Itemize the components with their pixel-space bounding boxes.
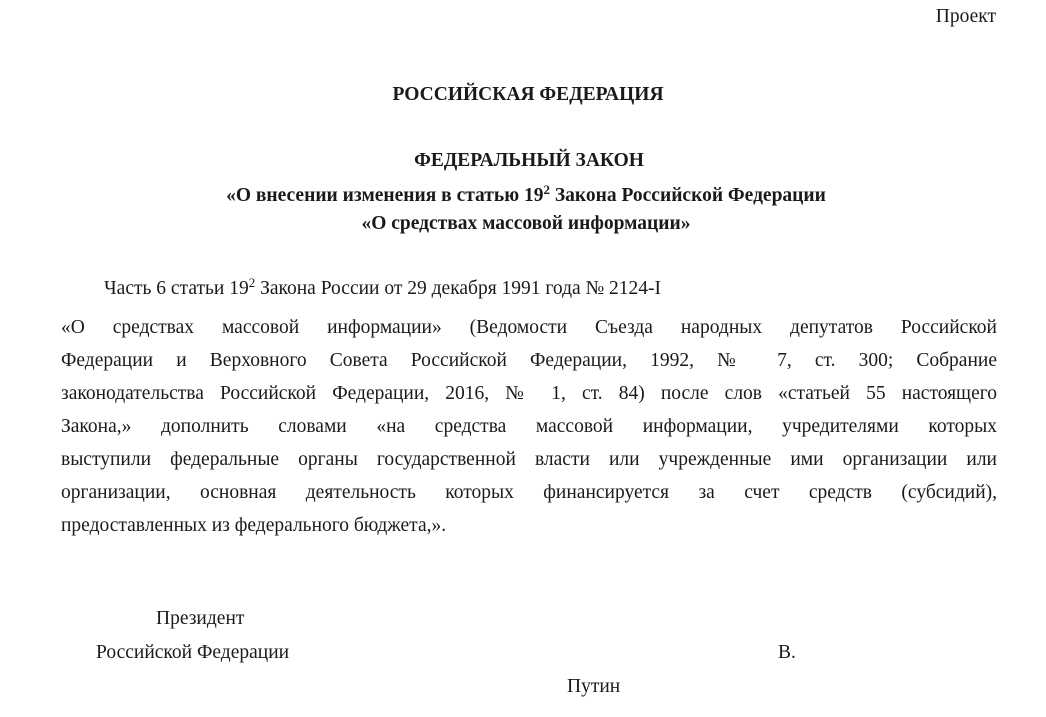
body-line: законодательства Российской Федерации, 2016, № 1, ст. 84) после слов «статьей 55 настоящего (61, 383, 997, 404)
law-type-heading: ФЕДЕРАЛЬНЫЙ ЗАКОН (414, 150, 644, 171)
body-line: Закона,» дополнить словами «на средства массовой информации, учредителями которых (61, 416, 997, 437)
body-paragraph (61, 311, 997, 542)
body-line: организации, основная деятельность которых финансируется за счет средств (субсидий), (61, 482, 997, 503)
signatory-surname: Путин (567, 676, 621, 697)
body-first-line-superscript: 2 (248, 275, 256, 290)
signatory-position-line-2: Российской Федерации (96, 642, 290, 663)
law-title-part-2: Закона Российской Федерации (549, 185, 826, 206)
law-title-part-1: «О внесении изменения в статью 19 (226, 185, 544, 206)
law-title-line-1 (0, 182, 1046, 210)
law-title-superscript: 2 (543, 182, 550, 197)
body-first-line-a: Часть 6 статьи 19 (104, 278, 249, 299)
law-title (0, 182, 1046, 238)
body-line: «О средствах массовой информации» (Ведомости Съезда народных депутатов Российской (61, 317, 997, 338)
signatory-position-line-1: Президент (156, 608, 245, 629)
body-line: предоставленных из федерального бюджета,». (61, 515, 447, 536)
country-heading: РОССИЙСКАЯ ФЕДЕРАЦИЯ (392, 84, 664, 105)
body-line: Федерации и Верховного Совета Российской Федерации, 1992, № 7, ст. 300; Собрание (61, 350, 997, 371)
draft-label: Проект (935, 6, 996, 27)
body-first-line-b: Закона России от 29 декабря 1991 года № 2124-I (255, 278, 662, 299)
body-line: выступили федеральные органы государственной власти или учрежденные ими организации или (61, 449, 997, 470)
body-first-line (104, 275, 662, 300)
law-title-line-2: «О средствах массовой информации» (361, 213, 691, 234)
signatory-initial: В. (778, 642, 796, 663)
